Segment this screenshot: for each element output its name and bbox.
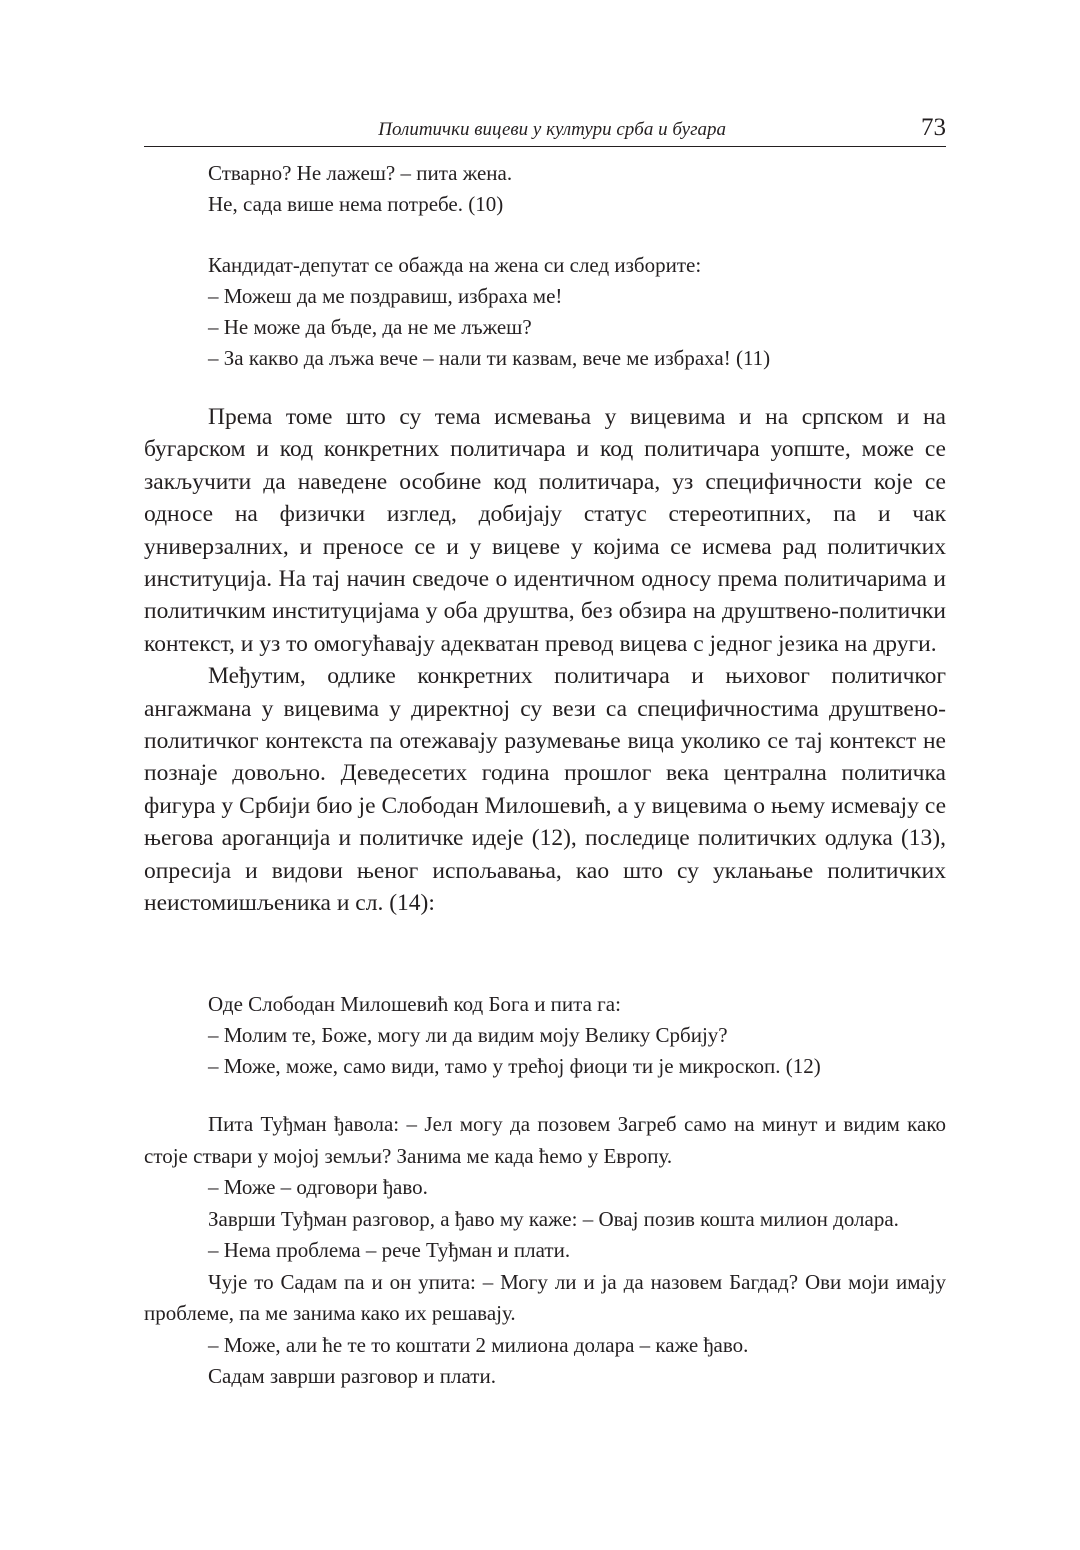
joke-line: Оде Слободан Милошевић код Бога и пита га: (208, 992, 621, 1016)
joke-quote-4 (144, 1109, 946, 1393)
body-text (144, 401, 946, 920)
joke-quote-1 (144, 158, 946, 220)
book-page (144, 0, 946, 1550)
joke-line: – Можеш да ме поздравиш, избраха ме! (208, 284, 563, 308)
anecdote-line: Садам заврши разговор и плати. (208, 1364, 496, 1388)
joke-line: Кандидат-депутат се обажда на жена си след изборите: (208, 253, 702, 277)
joke-line: – Молим те, Боже, могу ли да видим моју Велику Србију? (208, 1023, 728, 1047)
anecdote-line: – Може, али ће те то коштати 2 милиона долара – каже ђаво. (208, 1332, 749, 1357)
anecdote-line: Заврши Туђман разговор, а ђаво му каже: – Овај позив кошта милион долара. (208, 1206, 899, 1231)
page-number: 73 (921, 114, 946, 141)
anecdote-line: – Нема проблема – рече Туђман и плати. (208, 1238, 571, 1262)
anecdote-line: Чује то Садам па и он упита: – Могу ли и ја да назовем Багдад? Ови моји имају проблеме, па ме занима како их решавају. (144, 1269, 946, 1325)
joke-quote-2 (144, 250, 946, 374)
running-header (144, 116, 946, 147)
joke-line: Стварно? Не лажеш? – пита жена. (208, 161, 513, 185)
joke-line: – За какво да лъжа вече – нали ти казвам, вече ме избраха! (11) (208, 346, 771, 370)
joke-line: – Не може да бъде, да не ме лъжеш? (208, 315, 532, 339)
joke-line: Не, сада више нема потребе. (10) (208, 192, 504, 216)
running-title: Политички вицеви у култури срба и бугара (378, 119, 726, 140)
anecdote-line: – Може – одговори ђаво. (208, 1175, 428, 1199)
anecdote-line: Пита Туђман ђавола: – Јел могу да позовем Загреб само на минут и видим како стоје ствари у мојој земљи? Занима ме када ћемо у Европу. (144, 1112, 946, 1168)
body-paragraph-1: Према томе што су тема исмевања у вицевима и на српском и на бугарском и код конкретних политичара и код политичара уопште, може се закључити да наведене особине код политичара, уз специфичности које се односе на физички изглед, добијају статус стереотипних, па и чак универзалних, и преносе се и у вицеве у којима се исмева рад политичких институција. На тај начин сведоче о идентичном односу према политичарима и политичким институцијама у оба друштва, без обзира на друштвено-политички контекст, и уз то омогућавају адекватан превод вицева с једног језика на други. (144, 404, 946, 657)
body-paragraph-2: Међутим, одлике конкретних политичара и њиховог политичког ангажмана у вицевима у директној су вези са специфичностима друштвено-политичког контекста па отежавају разумевање вица уколико се тај контекст не познаје довољно. Деведесетих година прошлог века централна политичка фигура у Србији био је Слободан Милошевић, а у вицевима о њему исмевају се његова ароганција и политичке идеје (12), последице политичких одлука (13), опресија и видови њеног испољавања, као што су уклањање политичких неистомишљеника и сл. (14): (144, 663, 946, 917)
joke-line: – Може, може, само види, тамо у трећој фиоци ти је микроскоп. (12) (208, 1054, 821, 1078)
joke-quote-3 (144, 989, 946, 1082)
